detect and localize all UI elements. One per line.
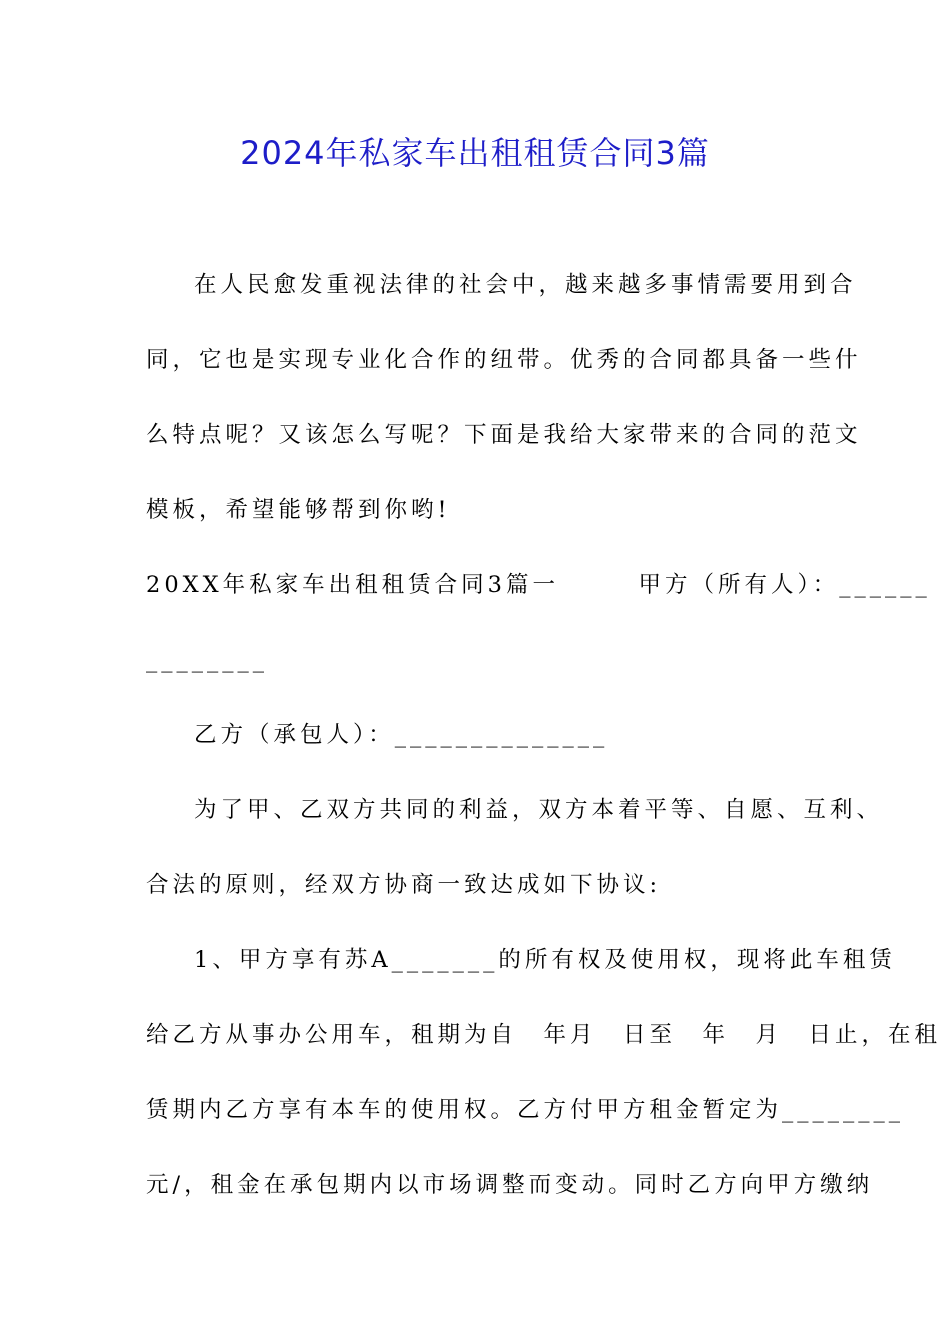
paragraph-line: 合法的原则，经双方协商一致达成如下协议: <box>146 872 662 898</box>
document-title: 2024年私家车出租租赁合同3篇 <box>240 134 710 172</box>
clause-line: 元/，租金在承包期内以市场调整而变动。同时乙方向甲方缴纳 <box>146 1172 874 1198</box>
paragraph-line: 模板，希望能够帮到你哟! <box>146 497 451 523</box>
paragraph-line: ________ <box>146 647 268 673</box>
paragraph-line: 同，它也是实现专业化合作的纽带。优秀的合同都具备一些什 <box>146 347 862 373</box>
clause-line: 给乙方从事办公用车，租期为自 年月 日至 年 月 日止，在租 <box>146 1022 942 1048</box>
paragraph-line: 为了甲、乙双方共同的利益，双方本着平等、自愿、互利、 <box>194 797 884 823</box>
party-b-line: 乙方（承包人）：______________ <box>194 722 609 748</box>
paragraph-line: 么特点呢？又该怎么写呢？下面是我给大家带来的合同的范文 <box>146 422 862 448</box>
clause-line: 赁期内乙方享有本车的使用权。乙方付甲方租金暂定为________ <box>146 1097 905 1123</box>
clause-line: 1、甲方享有苏A_______的所有权及使用权，现将此车租赁 <box>194 947 896 973</box>
paragraph-line: 在人民愈发重视法律的社会中，越来越多事情需要用到合 <box>194 272 857 298</box>
section-heading-line: 20XX年私家车出租租赁合同3篇一 甲方（所有人）：______ <box>146 572 931 598</box>
